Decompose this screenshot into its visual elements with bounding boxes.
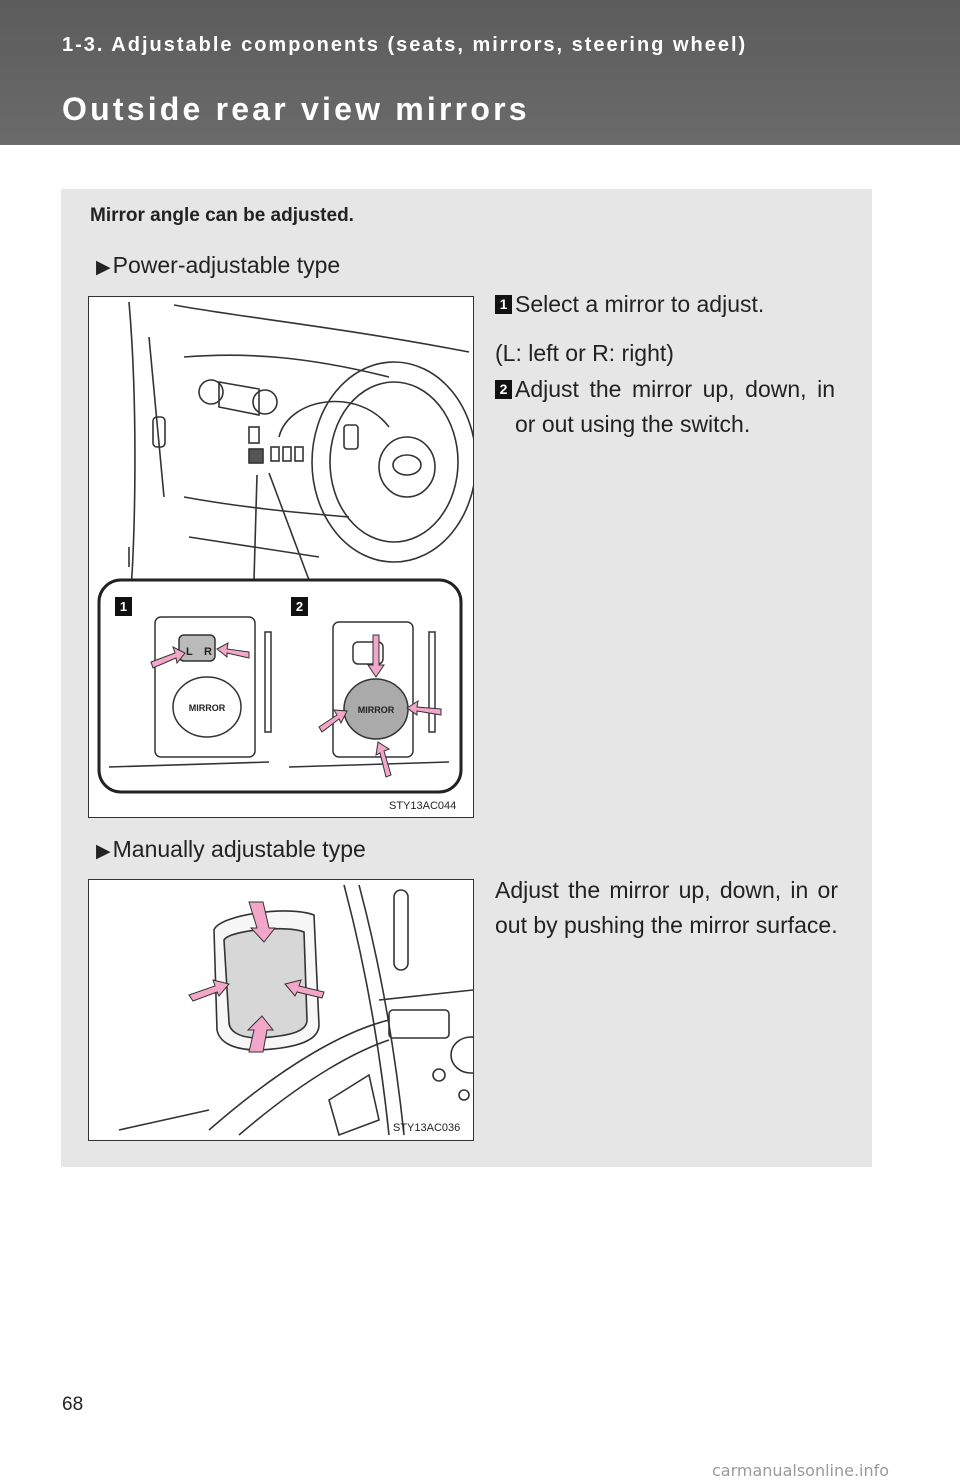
watermark: carmanualsonline.info xyxy=(712,1461,890,1480)
triangle-bullet-icon: ▶ xyxy=(96,257,111,278)
dashboard-illustration xyxy=(89,297,473,817)
power-figure-code: STY13AC044 xyxy=(389,800,457,812)
mirror-switch-label-right: MIRROR xyxy=(357,705,395,715)
page-header xyxy=(0,0,960,145)
callout-1-label: 1 xyxy=(119,599,128,614)
step-2-text: Adjust the mirror up, down, in or out using the switch. xyxy=(515,376,835,437)
manual-subhead xyxy=(96,836,366,863)
step-2 xyxy=(495,372,835,442)
step-1-text: Select a mirror to adjust. xyxy=(515,291,765,317)
step-1 xyxy=(495,287,835,322)
manual-instructions: Adjust the mirror up, down, in or out by pushing the mirror surface. xyxy=(495,877,838,938)
manual-figure-code: STY13AC036 xyxy=(393,1122,461,1134)
mirror-switch-label-left: MIRROR xyxy=(188,703,226,713)
page-title: Outside rear view mirrors xyxy=(62,91,530,127)
lr-switch-right-letter: R xyxy=(204,646,212,658)
manual-mirror-figure xyxy=(88,879,474,1141)
triangle-bullet-icon: ▶ xyxy=(96,841,111,862)
manual-mirror-illustration xyxy=(89,880,473,1140)
step-2-badge: 2 xyxy=(495,380,512,399)
power-mirror-switch-figure xyxy=(88,296,474,818)
callout-2-label: 2 xyxy=(295,599,304,614)
power-subhead xyxy=(96,252,340,279)
manual-subhead-label: Manually adjustable type xyxy=(112,836,366,862)
page-number: 68 xyxy=(62,1394,84,1415)
lr-switch-left-letter: L xyxy=(186,646,193,658)
step-1-badge: 1 xyxy=(495,295,512,314)
intro-text: Mirror angle can be adjusted. xyxy=(90,205,354,226)
power-subhead-label: Power-adjustable type xyxy=(112,252,341,278)
section-label: 1-3. Adjustable components (seats, mirrors, steering wheel) xyxy=(62,34,748,56)
step-1-note: (L: left or R: right) xyxy=(495,340,674,366)
